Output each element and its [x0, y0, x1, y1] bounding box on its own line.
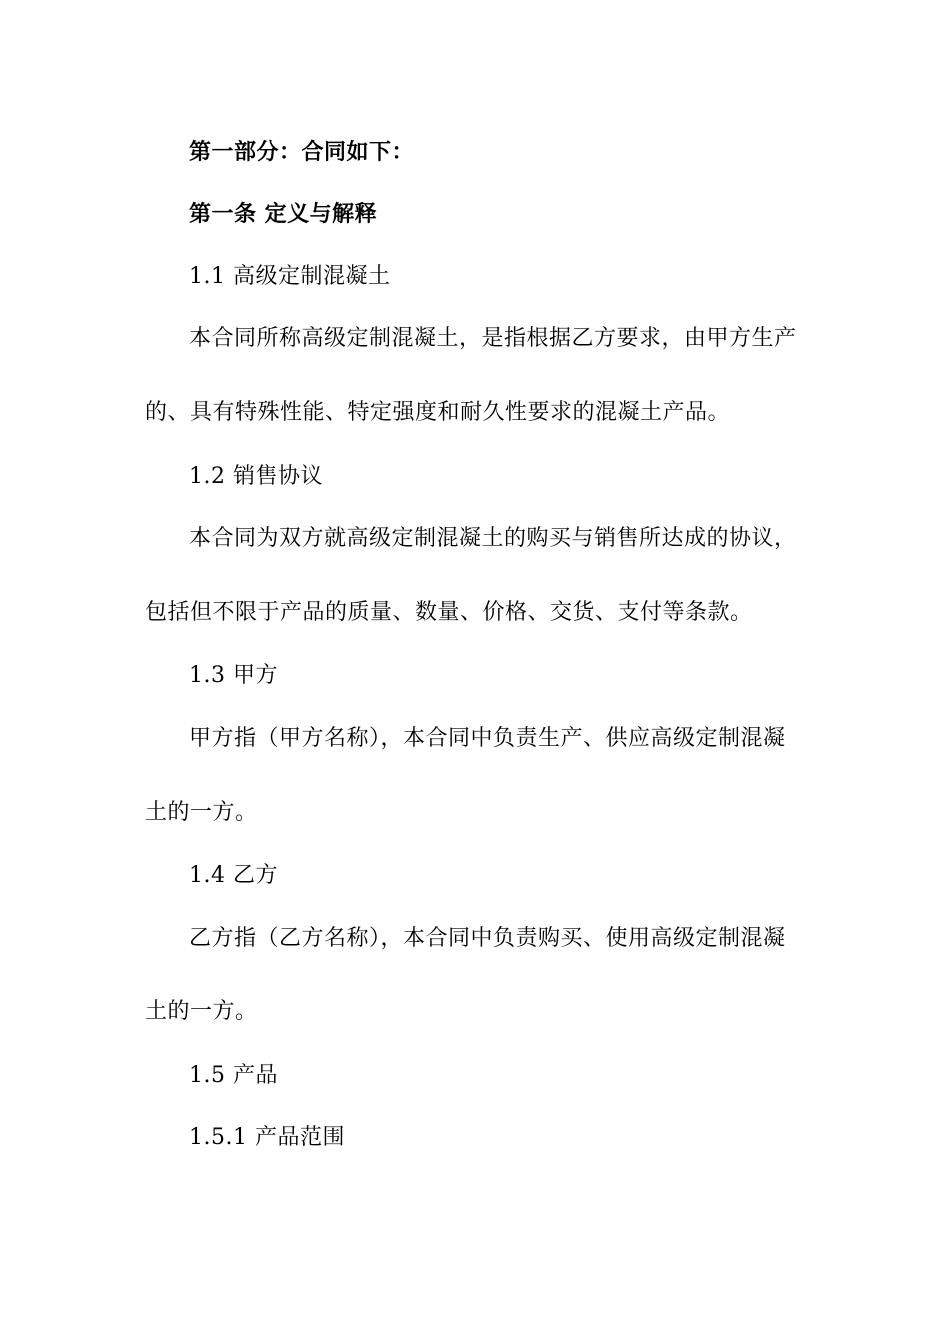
section-1-3-paragraph-line-2: 土的一方。 [145, 800, 258, 825]
section-1-2-heading: 1.2 销售协议 [189, 464, 323, 489]
section-1-4-paragraph-line-1: 乙方指（乙方名称），本合同中负责购买、使用高级定制混凝 [189, 926, 786, 951]
section-1-5-1-heading: 1.5.1 产品范围 [189, 1125, 345, 1150]
article-heading: 第一条 定义与解释 [189, 202, 378, 227]
part-heading: 第一部分：合同如下： [189, 140, 415, 165]
section-1-2-paragraph-line-1: 本合同为双方就高级定制混凝土的购买与销售所达成的协议， [189, 526, 797, 551]
section-1-1-paragraph-line-2: 的、具有特殊性能、特定强度和耐久性要求的混凝土产品。 [145, 400, 731, 425]
section-1-5-heading: 1.5 产品 [189, 1063, 278, 1088]
section-1-3-heading: 1.3 甲方 [189, 663, 278, 688]
section-1-2-paragraph-line-2: 包括但不限于产品的质量、数量、价格、交货、支付等条款。 [145, 600, 753, 625]
section-1-1-heading: 1.1 高级定制混凝土 [189, 264, 391, 289]
section-1-4-heading: 1.4 乙方 [189, 863, 278, 888]
section-1-4-paragraph-line-2: 土的一方。 [145, 999, 258, 1024]
section-1-1-paragraph-line-1: 本合同所称高级定制混凝土，是指根据乙方要求，由甲方生产 [189, 326, 797, 351]
section-1-3-paragraph-line-1: 甲方指（甲方名称），本合同中负责生产、供应高级定制混凝 [189, 726, 786, 751]
